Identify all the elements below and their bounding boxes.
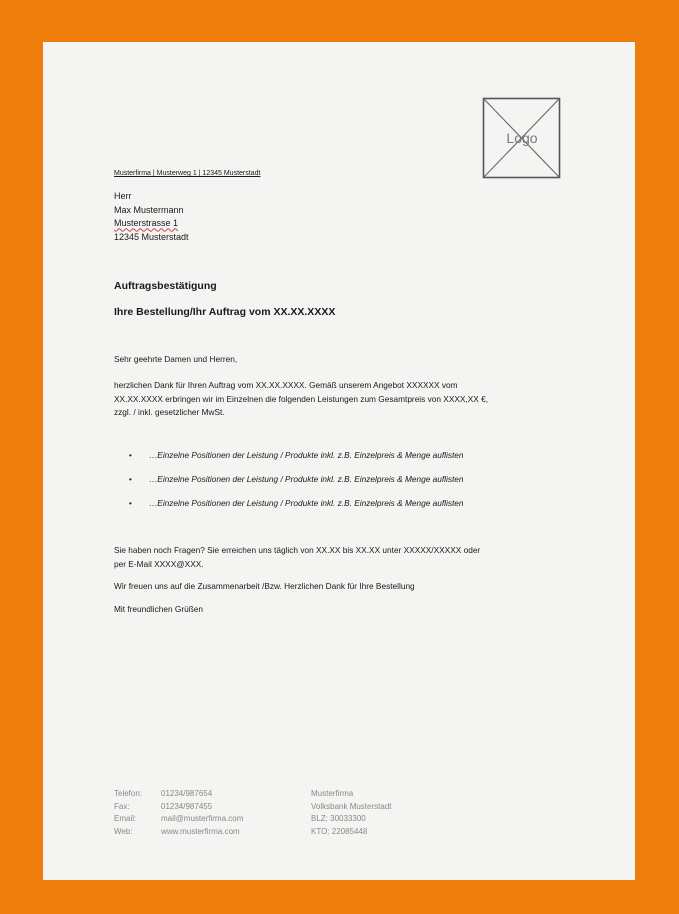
logo-placeholder-icon xyxy=(482,97,561,179)
logo-label: Logo xyxy=(506,130,538,146)
greeting: Sehr geehrte Damen und Herren, xyxy=(114,354,238,364)
body-line-1: herzlichen Dank für Ihren Auftrag vom XX.XX.XXXX. Gemäß unserem Angebot XXXXXX vom xyxy=(114,380,458,390)
document-heading: Auftragsbestätigung xyxy=(114,280,217,292)
bullet-icon: • xyxy=(129,451,132,460)
footer-row xyxy=(114,813,414,826)
footer-bank: Volksbank Musterstadt xyxy=(311,801,392,811)
footer-row xyxy=(114,801,414,814)
footer-contact xyxy=(114,788,414,838)
recipient-city: 12345 Musterstadt xyxy=(114,232,189,243)
footer-label: Telefon: xyxy=(114,789,143,798)
footer-value: 01234/987654 xyxy=(161,789,213,798)
footer-bank: BLZ: 30033300 xyxy=(311,814,366,823)
closing-section xyxy=(114,544,480,616)
footer-value: www.musterfirma.com xyxy=(161,826,240,836)
footer-value: 01234/987455 xyxy=(161,801,213,811)
regards-line: Mit freundlichen Grüßen xyxy=(114,603,204,614)
document-subject: Ihre Bestellung/Ihr Auftrag vom XX.XX.XXXX xyxy=(114,306,336,318)
recipient-street: Musterstrasse 1 xyxy=(114,218,179,229)
bullet-icon: • xyxy=(129,499,132,508)
footer-label: Fax: xyxy=(114,801,130,811)
recipient-salutation: Herr xyxy=(114,191,132,201)
footer-label: Web: xyxy=(114,826,133,836)
footer-row xyxy=(114,826,414,839)
list-item-text: …Einzelne Positionen der Leistung / Produkte inkl. z.B. Einzelpreis & Menge auflisten xyxy=(149,474,464,484)
thanks-line: Wir freuen uns auf die Zusammenarbeit /Bzw. Herzlichen Dank für Ihre Bestellung xyxy=(114,581,415,591)
list-item-text: …Einzelne Positionen der Leistung / Produkte inkl. z.B. Einzelpreis & Menge auflisten xyxy=(149,498,464,508)
footer-label: Email: xyxy=(114,814,137,823)
list-item-text: …Einzelne Positionen der Leistung / Produkte inkl. z.B. Einzelpreis & Menge auflisten xyxy=(149,450,464,460)
body-line-2: XX.XX.XXXX erbringen wir im Einzelnen die folgenden Leistungen zum Gesamtpreis von XXXX,XX €, xyxy=(114,393,489,404)
footer-bank: KTO: 22085448 xyxy=(311,826,368,836)
footer-value: mail@musterfirma.com xyxy=(161,814,244,823)
recipient-name: Max Mustermann xyxy=(114,204,184,215)
recipient-address xyxy=(114,190,189,245)
sender-line: Musterfirma | Musterweg 1 | 12345 Musterstadt xyxy=(114,170,261,177)
body-line-3: zzgl. / inkl. gesetzlicher MwSt. xyxy=(114,407,225,417)
letter-page xyxy=(43,42,635,880)
questions-line-2: per E-Mail XXXX@XXX. xyxy=(114,558,204,569)
questions-line-1: Sie haben noch Fragen? Sie erreichen uns täglich von XX.XX bis XX.XX unter XXXXX/XXXXX oder xyxy=(114,545,481,555)
bullet-icon: • xyxy=(129,475,132,484)
footer-bank: Musterfirma xyxy=(311,789,354,798)
footer-row xyxy=(114,788,414,801)
body-paragraph xyxy=(114,379,574,420)
